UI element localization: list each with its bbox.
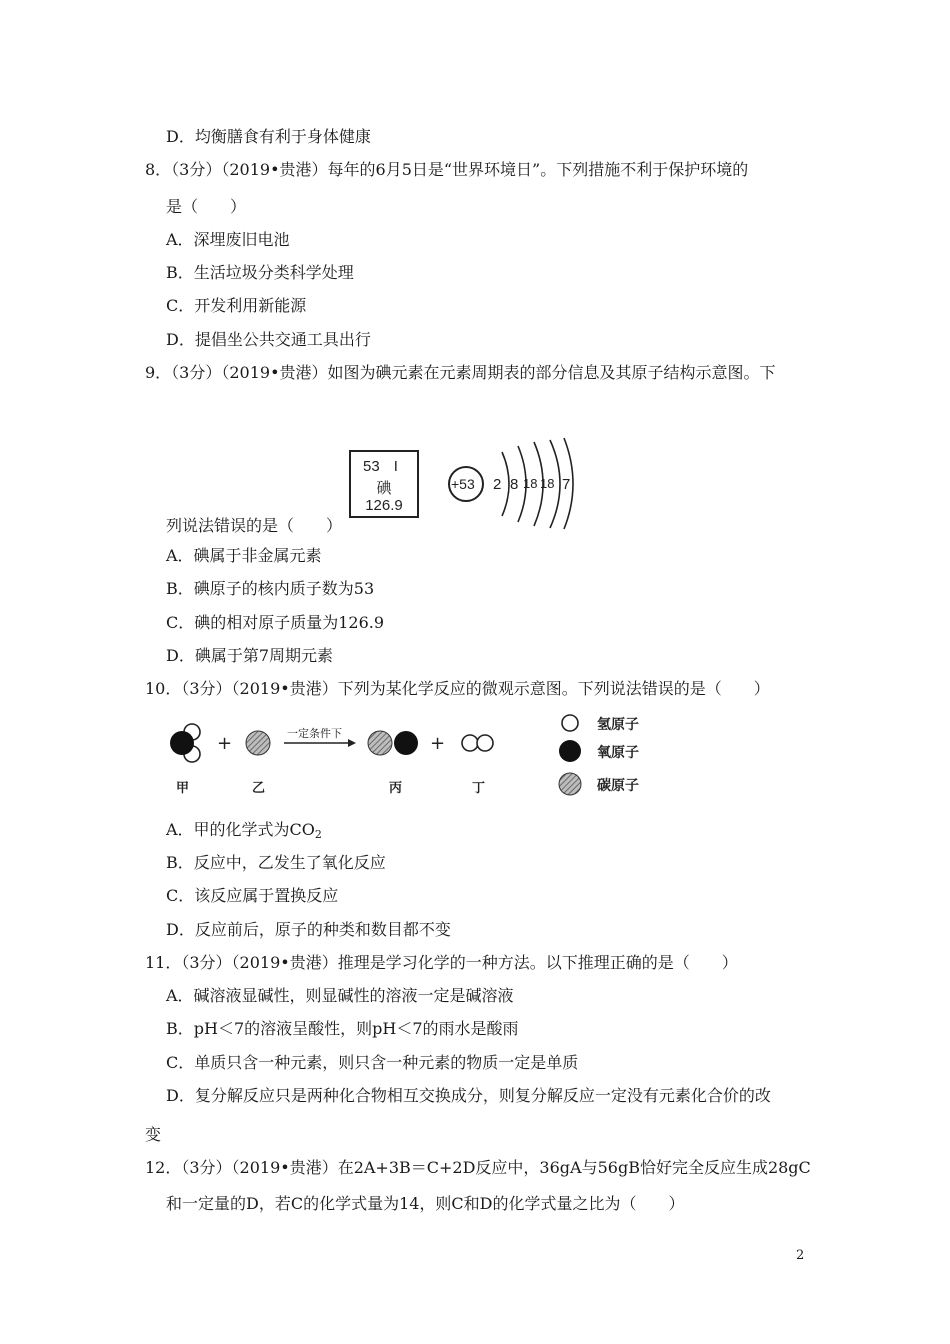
q9-option-a: A．碘属于非金属元素 [166,546,322,565]
iodine-periodic-cell [349,450,419,518]
q9-option-b: B．碘原子的核内质子数为53 [166,579,375,598]
legend-hydrogen-label: 氢原子 [597,717,639,733]
q11-option-b: B．pH＜7的溶液呈酸性，则pH＜7的雨水是酸雨 [166,1019,519,1038]
plus-sign-2: + [430,733,446,754]
element-symbol: I [393,458,398,475]
label-yi: 乙 [252,781,266,796]
legend-oxygen-icon [559,740,581,762]
q11-option-c: C．单质只含一种元素，则只含一种元素的物质一定是单质 [166,1053,579,1072]
shell-count-1: 2 [493,476,502,493]
q11-option-d-cont: 变 [145,1125,162,1144]
q11-option-a: A．碱溶液显碱性，则显碱性的溶液一定是碱溶液 [166,986,514,1005]
reaction-arrow-head [348,739,356,747]
q9-stem-cont: 列说法错误的是（ ） [166,516,343,535]
q10-option-a: A．甲的化学式为$CO_2$ [166,820,322,841]
page-number: 2 [796,1248,805,1263]
q8-option-a: A．深埋废旧电池 [166,230,290,249]
q8-option-c: C．开发利用新能源 [166,296,307,315]
q9-stem: 9．（3分）（2019•贵港）如图为碘元素在元素周期表的部分信息及其原子结构示意图。下 [145,363,776,382]
q8-option-b: B．生活垃圾分类科学处理 [166,263,354,282]
q11-option-d: D．复分解反应只是两种化合物相互交换成分，则复分解反应一定没有元素化合价的改 [166,1086,771,1105]
q10-option-d: D．反应前后，原子的种类和数目都不变 [166,920,451,939]
plus-sign-1: + [217,733,233,754]
legend-carbon-icon [559,773,581,795]
legend-carbon-label: 碳原子 [597,778,639,794]
atomic-number: 53 [363,458,380,475]
q8-stem: 8．（3分）（2019•贵港）每年的6月5日是“世界环境日”。下列措施不利于保护环境的 [145,160,749,179]
q11-stem: 11．（3分）（2019•贵港）推理是学习化学的一种方法。以下推理正确的是（ ） [145,953,738,972]
q10-stem: 10．（3分）（2019•贵港）下列为某化学反应的微观示意图。下列说法错误的是（ ） [145,679,770,698]
label-jia: 甲 [176,781,190,796]
ding-hydrogen-1 [462,735,478,751]
label-bing: 丙 [389,781,403,796]
q10-option-b: B．反应中，乙发生了氧化反应 [166,853,386,872]
shell-count-5: 7 [562,476,571,493]
nucleus-charge: +53 [451,476,475,492]
label-ding: 丁 [472,781,486,796]
jia-oxygen [170,731,194,755]
shell-count-2: 8 [510,476,519,493]
bing-carbon [368,731,392,755]
q9-option-c: C．碘的相对原子质量为126.9 [166,613,385,632]
reaction-condition: 一定条件下 [287,727,342,740]
q9-option-d: D．碘属于第7周期元素 [166,646,334,665]
yi-carbon [246,731,270,755]
shell-count-3: 18 [523,476,538,491]
atomic-mass: 126.9 [365,497,403,514]
legend-oxygen-label: 氧原子 [597,745,639,761]
q10-option-c: C．该反应属于置换反应 [166,886,339,905]
q8-stem-cont: 是（ ） [166,197,247,216]
q12-stem: 12．（3分）（2019•贵港）在2A+3B＝C+2D反应中，36gA与56gB恰好完全反应生成28gC [145,1158,811,1177]
legend-hydrogen-icon [562,715,578,731]
ding-hydrogen-2 [477,735,493,751]
bing-oxygen [394,731,418,755]
q8-option-d: D．提倡坐公共交通工具出行 [166,330,371,349]
shell-arc-1 [502,452,509,516]
q7-option-d: D．均衡膳食有利于身体健康 [166,127,371,146]
q12-stem-cont: 和一定量的D，若C的化学式量为14，则C和D的化学式量之比为（ ） [166,1194,685,1213]
element-name: 碘 [376,480,392,497]
shell-count-4: 18 [540,476,555,491]
